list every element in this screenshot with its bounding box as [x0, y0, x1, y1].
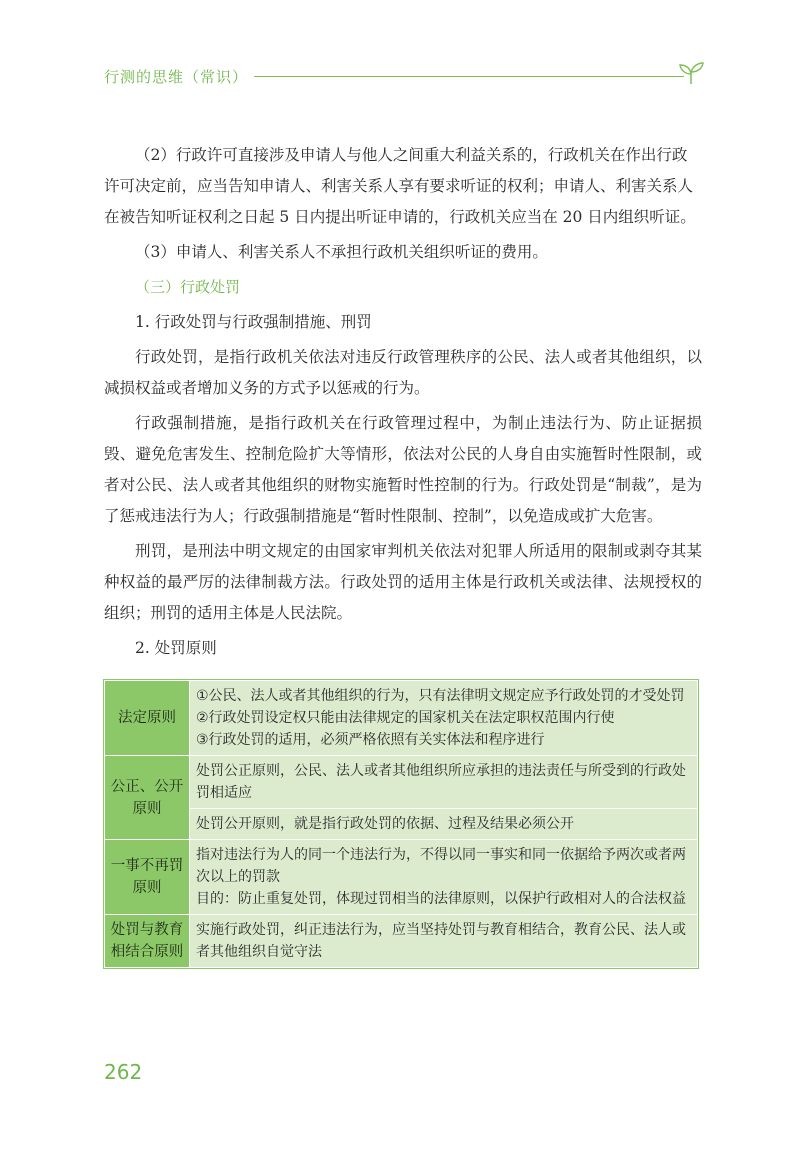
- list-item: 指对违法行为人的同一个违法行为，不得以同一事实和同一依据给予两次或者两次以上的罚款: [196, 847, 686, 885]
- body-content: [104, 140, 702, 668]
- table-row-label: 法定原则: [105, 681, 190, 756]
- paragraph-admin-coercive-definition: 行政强制措施，是指行政机关在行政管理过程中，为制止违法行为、防止证据损毁、避免危害发生、控制危险扩大等情形，依法对公民的人身自由实施暂时性限制，或者对公民、法人或者其他组织的财物实施暂时性控制的行为。行政处罚是“制裁”，是为了惩戒违法行为人；行政强制措施是“暂时性限制、控制”，以免造成或扩大危害。: [104, 414, 702, 525]
- table-row-description: 处罚公正原则，公民、法人或者其他组织所应承担的违法责任与所受到的行政处罚相适应: [190, 756, 698, 809]
- page-number: 262: [104, 1060, 143, 1084]
- table-row: [105, 681, 698, 756]
- item-heading-2: 2. 处罚原则: [135, 639, 217, 657]
- table-row-description: [190, 840, 698, 915]
- list-item: ②行政处罚设定权只能由法律规定的国家机关在法定职权范围内行使: [196, 710, 615, 726]
- penalty-principles-table: [104, 680, 698, 968]
- table-row: [105, 915, 698, 968]
- header-title: 行测的思维（常识）: [104, 68, 249, 86]
- paragraph-hearing-notice: （2）行政许可直接涉及申请人与他人之间重大利益关系的，行政机关在作出行政许可决定前，应当告知申请人、利害关系人享有要求听证的权利；申请人、利害关系人在被告知听证权利之日起 5 日内提出听证申请的，行政机关应当在 20 日内组织听证。: [104, 146, 696, 226]
- table-row-label: 公正、公开原则: [105, 756, 190, 840]
- item-heading-1: 1. 行政处罚与行政强制措施、刑罚: [135, 313, 372, 331]
- running-header: [104, 60, 702, 90]
- table-row-description: [190, 681, 698, 756]
- table-row-label: 处罚与教育相结合原则: [105, 915, 190, 968]
- list-item: 目的：防止重复处罚，体现过罚相当的法律原则，以保护行政相对人的合法权益: [196, 891, 686, 907]
- paragraph-admin-penalty-definition: 行政处罚，是指行政机关依法对违反行政管理秩序的公民、法人或者其他组织，以减损权益或者增加义务的方式予以惩戒的行为。: [104, 348, 702, 397]
- table-row-label: 一事不再罚原则: [105, 840, 190, 915]
- list-item: ①公民、法人或者其他组织的行为，只有法律明文规定应予行政处罚的才受处罚: [196, 688, 685, 704]
- sprout-icon: [676, 60, 706, 86]
- paragraph-criminal-penalty-definition: 刑罚，是刑法中明文规定的由国家审判机关依法对犯罪人所适用的限制或剥夺其某种权益的最严厉的法律制裁方法。行政处罚的适用主体是行政机关或法律、法规授权的组织；刑罚的适用主体是人民法院。: [104, 542, 702, 622]
- table-row: [105, 756, 698, 809]
- table-row: [105, 840, 698, 915]
- table-row-description: 实施行政处罚，纠正违法行为，应当坚持处罚与教育相结合，教育公民、法人或者其他组织自觉守法: [190, 915, 698, 968]
- list-item: ③行政处罚的适用，必须严格依照有关实体法和程序进行: [196, 732, 545, 748]
- table-row: [105, 809, 698, 840]
- header-rule: [254, 76, 684, 77]
- section-heading-admin-penalty: （三）行政处罚: [135, 278, 241, 296]
- table-row-description: 处罚公开原则，就是指行政处罚的依据、过程及结果必须公开: [190, 809, 698, 840]
- paragraph-hearing-cost: （3）申请人、利害关系人不承担行政机关组织听证的费用。: [135, 243, 548, 261]
